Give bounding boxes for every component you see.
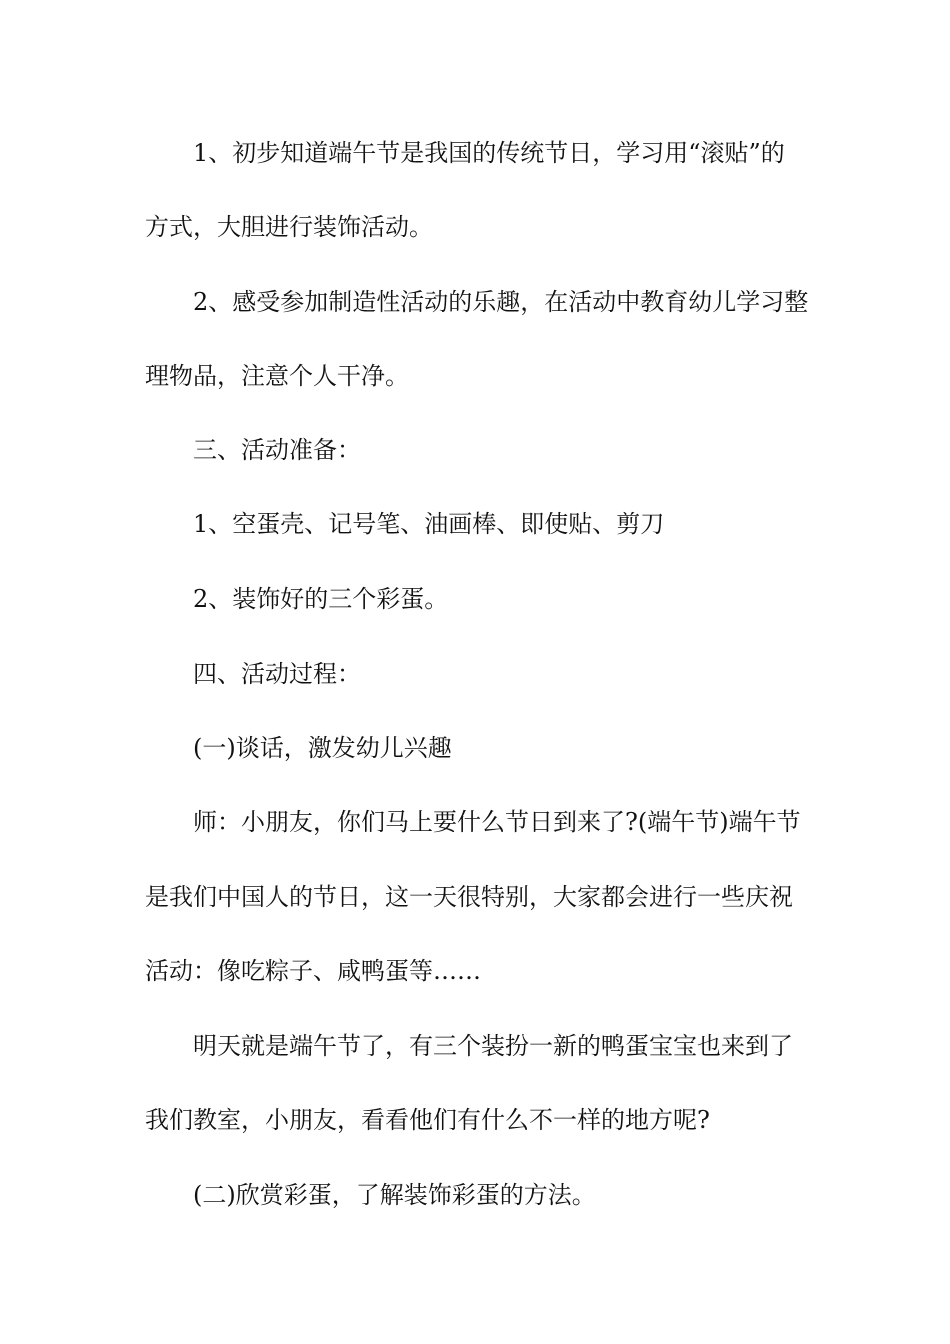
section-heading-preparation: 三、活动准备： [193, 436, 361, 464]
teacher-dialogue-line-1: 师：小朋友，你们马上要什么节日到来了?(端午节)端午节 [193, 808, 801, 836]
goal-2-line-1: 2、感受参加制造性活动的乐趣，在活动中教育幼儿学习整 [193, 288, 809, 316]
teacher-dialogue-line-2: 是我们中国人的节日，这一天很特别，大家都会进行一些庆祝 [145, 883, 793, 911]
process-step-2-heading: (二)欣赏彩蛋，了解装饰彩蛋的方法。 [193, 1181, 596, 1209]
process-step-1-heading: (一)谈话，激发幼儿兴趣 [193, 734, 452, 762]
goal-1-line-1: 1、初步知道端午节是我国的传统节日，学习用“滚贴”的 [193, 139, 785, 167]
paragraph-eggs-line-1: 明天就是端午节了，有三个装扮一新的鸭蛋宝宝也来到了 [193, 1032, 793, 1060]
goal-1-line-2: 方式，大胆进行装饰活动。 [145, 213, 433, 241]
preparation-item-2: 2、装饰好的三个彩蛋。 [193, 585, 449, 613]
goal-2-line-2: 理物品，注意个人干净。 [145, 362, 409, 390]
teacher-dialogue-line-3: 活动：像吃粽子、咸鸭蛋等…… [145, 957, 481, 985]
paragraph-eggs-line-2: 我们教室，小朋友，看看他们有什么不一样的地方呢? [145, 1106, 710, 1134]
section-heading-process: 四、活动过程： [193, 660, 361, 688]
preparation-item-1: 1、空蛋壳、记号笔、油画棒、即使贴、剪刀 [193, 510, 665, 538]
